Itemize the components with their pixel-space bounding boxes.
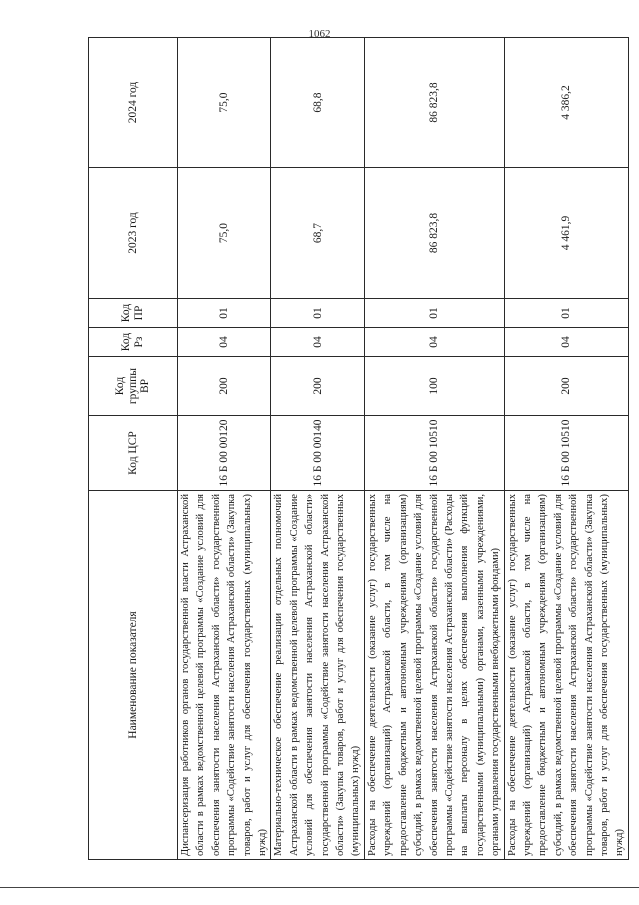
row-pr: 01: [504, 299, 628, 328]
row-name: Материально-техническое обеспечение реализации отдельных полномочий Астраханской области в рамках ведомственной целевой программы «Создание условий для обеспечения занятости населения Астраханской области» государственной программы «Содействие занятости населения Астраханской области» (Закупка товаров, работ и услуг для обеспечения государственных (муниципальных) нужд): [271, 491, 364, 860]
header-name: Наименование показателя: [89, 491, 178, 860]
row-2024: 75,0: [178, 38, 271, 168]
table-row: [504, 38, 628, 860]
row-name: Диспансеризация работников органов государственной власти Астраханской области в рамках ведомственной целевой программы «Создание условий для обеспечения занятости населения Астраханской области» государственной программы «Содействие занятости населения Астраханской области» (Закупка товаров, работ и услуг для обеспечения государственных (муниципальных) нужд): [178, 491, 271, 860]
row-name: Расходы на обеспечение деятельности (оказание услуг) государственных учреждений (организаций) Астраханской области, в том числе на предоставление бюджетным и автономным учреждениям (организациям) субсидий, в рамках ведомственной целевой программы «Создание условий для обеспечения занятости населения Астраханской области» государственной программы «Содействие занятости населения Астраханской области» (Расходы на выплаты персоналу в целях обеспечения выполнения функций государственными (муниципальными) органами, казенными учреждениями, органами управления государственными внебюджетными фондами): [364, 491, 504, 860]
row-vr: 200: [271, 357, 364, 416]
row-pr: 01: [364, 299, 504, 328]
row-csr: 16 Б 00 00120: [178, 416, 271, 491]
table-row: [364, 38, 504, 860]
rotated-table-area: [88, 38, 626, 860]
row-2024: 86 823,8: [364, 38, 504, 168]
budget-table: [88, 37, 629, 860]
row-pr: 01: [271, 299, 364, 328]
row-2023: 75,0: [178, 168, 271, 299]
row-2024: 4 386,2: [504, 38, 628, 168]
row-rz: 04: [178, 328, 271, 357]
bottom-rule: [0, 887, 639, 888]
row-rz: 04: [271, 328, 364, 357]
row-2023: 4 461,9: [504, 168, 628, 299]
row-vr: 100: [364, 357, 504, 416]
row-rz: 04: [504, 328, 628, 357]
header-csr: Код ЦСР: [89, 416, 178, 491]
row-2024: 68,8: [271, 38, 364, 168]
row-vr: 200: [504, 357, 628, 416]
row-csr: 16 Б 00 10510: [504, 416, 628, 491]
header-2023: 2023 год: [89, 168, 178, 299]
row-vr: 200: [178, 357, 271, 416]
rotated-table-frame: [88, 38, 626, 860]
table-row: [178, 38, 271, 860]
header-rz: Код Рз: [89, 328, 178, 357]
row-name: Расходы на обеспечение деятельности (оказание услуг) государственных учреждений (организаций) Астраханской области, в том числе на предоставление бюджетным и автономным учреждениям (организациям) субсидий, в рамках ведомственной целевой программы «Создание условий для обеспечения занятости населения Астраханской области» государственной программы «Содействие занятости населения Астраханской области» (Закупка товаров, работ и услуг для обеспечения государственных (муниципальных) нужд): [504, 491, 628, 860]
row-rz: 04: [364, 328, 504, 357]
header-2024: 2024 год: [89, 38, 178, 168]
header-vr: Код группы ВР: [89, 357, 178, 416]
row-csr: 16 Б 00 00140: [271, 416, 364, 491]
row-2023: 86 823,8: [364, 168, 504, 299]
row-csr: 16 Б 00 10510: [364, 416, 504, 491]
page-number: 1062: [308, 28, 331, 40]
row-pr: 01: [178, 299, 271, 328]
header-pr: Код ПР: [89, 299, 178, 328]
table-row: [271, 38, 364, 860]
table-header-row: [89, 38, 178, 860]
row-2023: 68,7: [271, 168, 364, 299]
